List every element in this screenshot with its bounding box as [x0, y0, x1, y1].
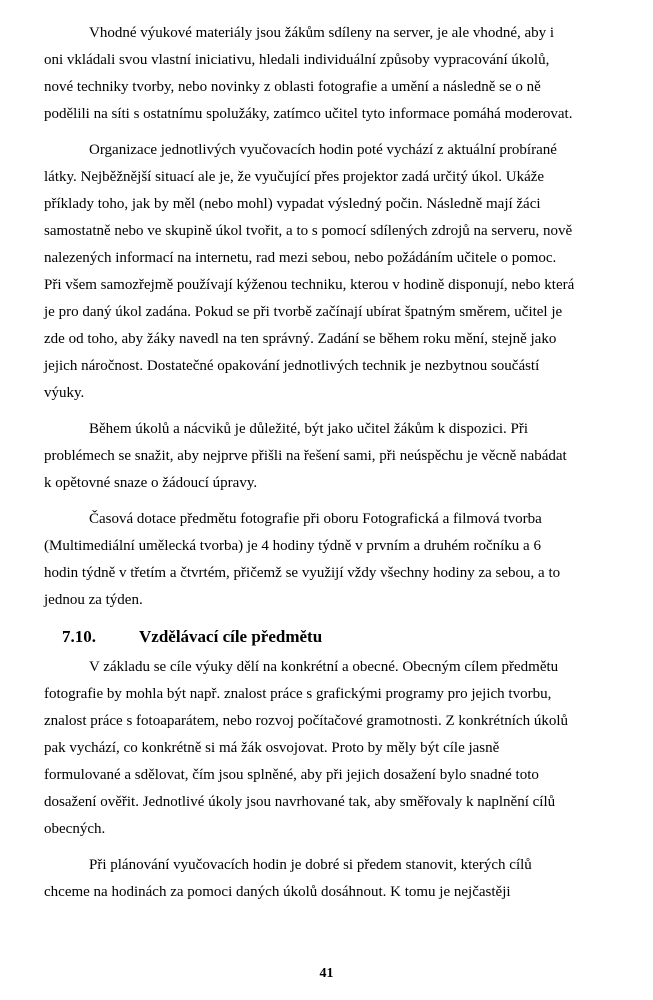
section-heading — [44, 622, 604, 652]
paragraph-line: Časová dotace předmětu fotografie při oboru Fotografická a filmová tvorba — [89, 511, 542, 527]
paragraph-line: znalost práce s fotoaparátem, nebo rozvoj počítačové gramotnosti. Z konkrétních úkolů — [44, 713, 568, 729]
paragraph-line: hodin týdně v třetím a čtvrtém, přičemž se využijí vždy všechny hodiny za sebou, a to — [44, 565, 561, 581]
paragraph-spacer — [44, 497, 604, 506]
paragraph-line: nové techniky tvorby, nebo novinky z oblasti fotografie a umění a následně se o ně — [44, 79, 541, 95]
paragraph-line: (Multimediální umělecká tvorba) je 4 hodiny týdně v prvním a druhém ročníku a 6 — [44, 538, 541, 554]
paragraph-2 — [44, 137, 604, 407]
paragraph-line: příklady toho, jak by měl (nebo mohl) vypadat výsledný počin. Následně mají žáci — [44, 196, 541, 212]
paragraph-line: nalezených informací na internetu, rad mezi sebou, nebo požádáním učitele o pomoc. — [44, 250, 557, 266]
paragraph-line: Při všem samozřejmě používají kýženou techniku, kterou v hodině disponují, nebo která — [44, 277, 575, 293]
paragraph-line: obecných. — [44, 821, 106, 837]
paragraph-line: jednou za týden. — [44, 592, 143, 608]
paragraph-line: formulované a sdělovat, čím jsou splněné, aby při jejich dosažení bylo snadné toto — [44, 767, 539, 783]
paragraph-spacer — [44, 843, 604, 852]
paragraph-line: problémech se snažit, aby nejprve přišli na řešení sami, při neúspěchu je věcně nabádat — [44, 448, 567, 464]
paragraph-1 — [44, 20, 604, 128]
paragraph-line: Organizace jednotlivých vyučovacích hodin poté vychází z aktuální probírané — [89, 142, 557, 158]
paragraph-line: V základu se cíle výuky dělí na konkrétní a obecné. Obecným cílem předmětu — [89, 659, 559, 675]
section-title: Vzdělávací cíle předmětu — [139, 627, 323, 646]
paragraph-line: fotografie by mohla být např. znalost práce s grafickými programy pro jejich tvorbu, — [44, 686, 552, 702]
paragraph-line: chceme na hodinách za pomoci daných úkolů dosáhnout. K tomu je nejčastěji — [44, 884, 511, 900]
paragraph-3 — [44, 416, 604, 497]
paragraph-6 — [44, 852, 604, 906]
paragraph-line: zde od toho, aby žáky navedl na ten správný. Zadání se během roku mění, stejně jako — [44, 331, 557, 347]
paragraph-line: dosažení ověřit. Jednotlivé úkoly jsou navrhované tak, aby směřovaly k naplnění cílů — [44, 794, 556, 810]
paragraph-line: látky. Nejběžnější situací ale je, že vyučující přes projektor zadá určitý úkol. Ukáže — [44, 169, 545, 185]
page-number: 41 — [319, 966, 334, 981]
document-page — [44, 20, 604, 906]
paragraph-line: Při plánování vyučovacích hodin je dobré si předem stanovit, kterých cílů — [89, 857, 532, 873]
section-number: 7.10. — [62, 627, 96, 646]
paragraph-line: podělili na síti s ostatnímu spolužáky, zatímco učitel tyto informace pomáhá moderovat. — [44, 106, 573, 122]
paragraph-line: je pro daný úkol zadána. Pokud se při tvorbě začínají ubírat špatným směrem, učitel je — [44, 304, 563, 320]
paragraph-line: jejich náročnost. Dostatečné opakování jednotlivých technik je nezbytnou součástí — [44, 358, 540, 374]
paragraph-line: pak vychází, co konkrétně si má žák osvojovat. Proto by měly být cíle jasně — [44, 740, 500, 756]
paragraph-5 — [44, 654, 604, 843]
paragraph-line: výuky. — [44, 385, 85, 401]
paragraph-4 — [44, 506, 604, 614]
paragraph-line: Vhodné výukové materiály jsou žákům sdíleny na server, je ale vhodné, aby i — [89, 25, 555, 41]
paragraph-spacer — [44, 128, 604, 137]
paragraph-line: Během úkolů a nácviků je důležité, být jako učitel žákům k dispozici. Při — [89, 421, 529, 437]
paragraph-line: oni vkládali svou vlastní iniciativu, hledali individuální způsoby vypracování úkolů, — [44, 52, 550, 68]
paragraph-line: samostatně nebo ve skupině úkol tvořit, a to s pomocí sdílených zdrojů na serveru, nově — [44, 223, 573, 239]
paragraph-spacer — [44, 407, 604, 416]
paragraph-line: k opětovné snaze o žádoucí úpravy. — [44, 475, 258, 491]
